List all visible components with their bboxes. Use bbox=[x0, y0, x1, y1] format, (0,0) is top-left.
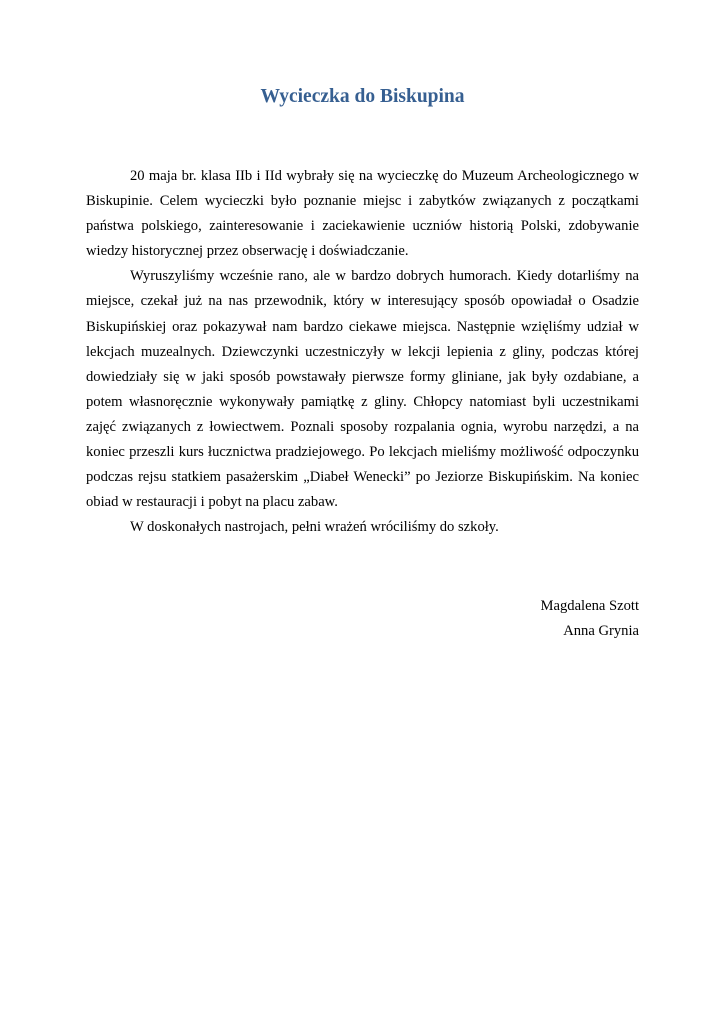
document-body bbox=[86, 164, 639, 540]
author-name: Magdalena Szott bbox=[540, 598, 639, 614]
author-name: Anna Grynia bbox=[563, 623, 639, 640]
paragraph-trip-description: Wyruszyliśmy wcześnie rano, ale w bardzo dobrych humorach. Kiedy dotarliśmy na miejsce, czekał już na nas przewodnik, który w interesujący sposób opowiadał o Osadzie Biskupińskiej oraz pokazywał nam bardzo ciekawe miejsca. Następnie wzięliśmy udział w lekcjach muzealnych. Dziewczynki uczestniczyły w lekcji lepienia z gliny, podczas której dowiedziały się w jaki sposób powstawały pierwsze formy gliniane, jak były ozdabiane, a potem własnoręcznie wykonywały pamiątkę z gliny. Chłopcy natomiast byli uczestnikami zajęć związanych z łowiectwem. Poznali sposoby rozpalania ognia, wyrobu narzędzi, a na koniec przeszli kurs łucznictwa pradziejowego. Po lekcjach mieliśmy możliwość odpoczynku podczas rejsu statkiem pasażerskim „Diabeł Wenecki” po Jeziorze Biskupińskim. Na koniec obiad w restauracji i pobyt na placu zabaw. bbox=[86, 268, 639, 511]
author-signatures bbox=[541, 594, 639, 644]
document-title: Wycieczka do Biskupina bbox=[260, 86, 465, 107]
paragraph-return: W doskonałych nastrojach, pełni wrażeń wróciliśmy do szkoły. bbox=[130, 519, 499, 536]
paragraph-intro: 20 maja br. klasa IIb i IId wybrały się na wycieczkę do Muzeum Archeologicznego w Biskupinie. Celem wycieczki było poznanie miejsc i zabytków związanych z początkami państwa polskiego, zainteresowanie i zaciekawienie uczniów historią Polski, zdobywanie wiedzy historycznej przez obserwację i doświadczanie. bbox=[86, 168, 639, 260]
